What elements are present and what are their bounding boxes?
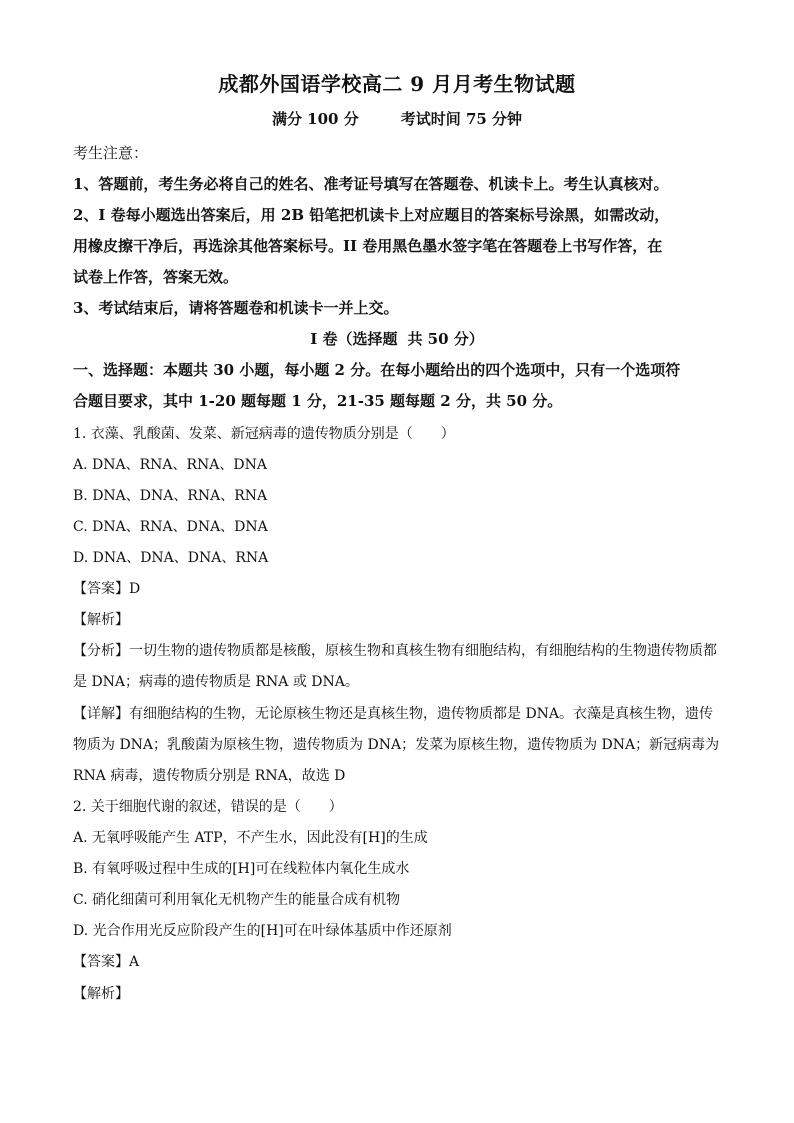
- exam-meta: [0, 108, 794, 129]
- question-1-stem: 1. 衣藻、乳酸菌、发菜、新冠病毒的遗传物质分别是（ ）: [73, 426, 455, 442]
- full-score: 满分 100 分: [271, 110, 359, 128]
- question-1-detail: 【详解】有细胞结构的生物，无论原核生物还是真核生物，遗传物质都是 DNA。衣藻是真核生物，遗传: [73, 706, 714, 722]
- question-1-option-a: A. DNA、RNA、RNA、DNA: [73, 457, 267, 473]
- question-1-option-b: B. DNA、DNA、RNA、RNA: [73, 488, 268, 504]
- question-2-answer: 【答案】A: [73, 954, 140, 970]
- question-1-detail: RNA 病毒，遗传物质分别是 RNA，故选 D: [73, 768, 346, 784]
- exam-time: 考试时间 75 分钟: [400, 110, 523, 128]
- question-2-option-a: A. 无氧呼吸能产生 ATP，不产生水，因此没有[H]的生成: [73, 830, 428, 846]
- question-2-option-d: D. 光合作用光反应阶段产生的[H]可在叶绿体基质中作还原剂: [73, 923, 452, 939]
- question-1-fenxi: 是 DNA；病毒的遗传物质是 RNA 或 DNA。: [73, 674, 359, 690]
- question-2-option-b: B. 有氧呼吸过程中生成的[H]可在线粒体内氧化生成水: [73, 861, 410, 877]
- notice-heading: 考生注意：: [73, 144, 149, 162]
- exam-title: 成都外国语学校高二 9 月月考生物试题: [218, 72, 576, 96]
- question-1-option-d: D. DNA、DNA、DNA、RNA: [73, 550, 269, 566]
- notice-line: 用橡皮擦干净后，再选涂其他答案标号。II 卷用黑色墨水签字笔在答题卷上书写作答，在: [73, 237, 663, 255]
- question-1-fenxi: 【分析】一切生物的遗传物质都是核酸，原核生物和真核生物有细胞结构，有细胞结构的生物遗传物质都: [73, 643, 717, 659]
- question-1-answer: 【答案】D: [73, 581, 141, 597]
- question-1-analysis-label: 【解析】: [73, 612, 129, 628]
- part1-title: I 卷（选择题 共 50 分）: [310, 330, 484, 348]
- question-2-analysis-label: 【解析】: [73, 986, 129, 1002]
- question-1-detail: 物质为 DNA；乳酸菌为原核生物，遗传物质为 DNA；发菜为原核生物，遗传物质为 DNA；新冠病毒为: [73, 737, 720, 753]
- notice-line: 1、答题前，考生务必将自己的姓名、准考证号填写在答题卷、机读卡上。考生认真核对。: [73, 175, 669, 193]
- notice-line: 试卷上作答，答案无效。: [73, 268, 239, 286]
- part1-instruction: 合题目要求，其中 1-20 题每题 1 分，21-35 题每题 2 分，共 50 分。: [73, 392, 563, 410]
- question-2-stem: 2. 关于细胞代谢的叙述，错误的是（ ）: [73, 799, 343, 815]
- question-1-option-c: C. DNA、RNA、DNA、DNA: [73, 519, 268, 535]
- part1-instruction: 一、选择题：本题共 30 小题，每小题 2 分。在每小题给出的四个选项中，只有一个选项符: [73, 361, 681, 379]
- notice-line: 2、I 卷每小题选出答案后，用 2B 铅笔把机读卡上对应题目的答案标号涂黑，如需改动，: [73, 206, 670, 224]
- question-2-option-c: C. 硝化细菌可利用氧化无机物产生的能量合成有机物: [73, 892, 401, 908]
- notice-line: 3、考试结束后，请将答题卷和机读卡一并上交。: [73, 299, 399, 317]
